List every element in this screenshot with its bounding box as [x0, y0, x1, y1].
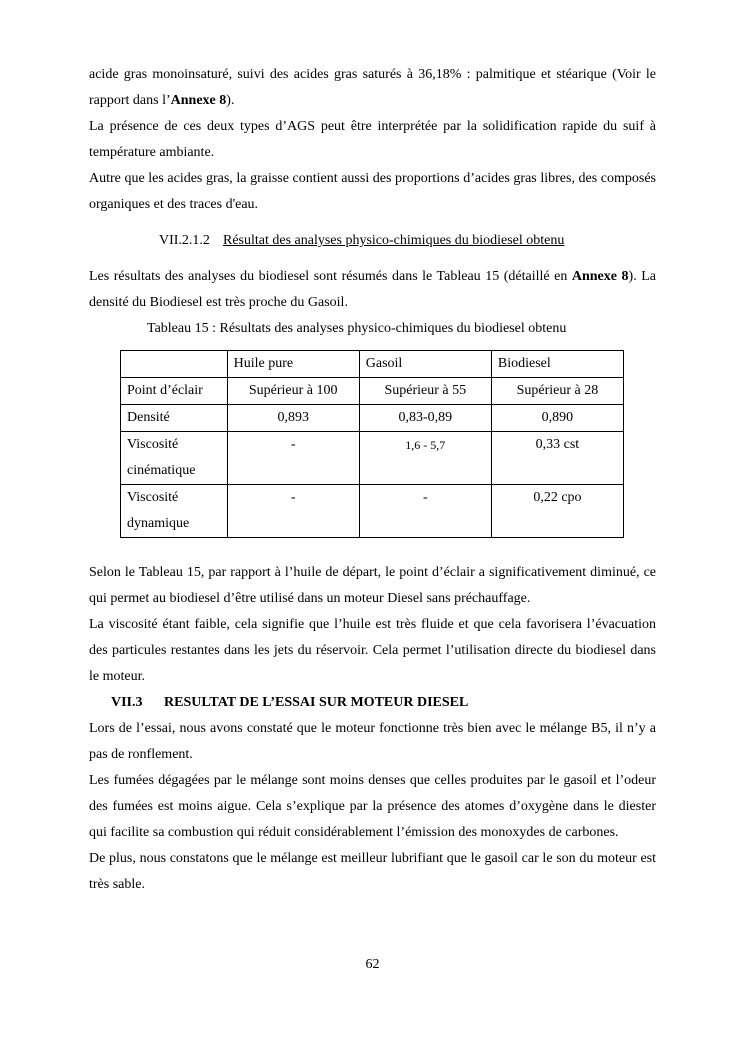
table-row: [121, 485, 624, 538]
table-cell: 0,893: [227, 405, 359, 432]
page-number: 62: [365, 957, 380, 972]
spacer: [89, 538, 656, 560]
annex-reference: Annexe 8: [571, 269, 629, 284]
paragraph-lubricant: De plus, nous constatons que le mélange est meilleur lubrifiant que le gasoil car le son du moteur est très sable.: [89, 851, 656, 892]
table-cell: 0,890: [491, 405, 623, 432]
table-cell: Supérieur à 55: [359, 378, 491, 405]
paragraph-text: Les résultats des analyses du biodiesel sont résumés dans le Tableau 15 (détaillé en: [89, 269, 572, 284]
paragraph-text: acide gras monoinsaturé, suivi des acides gras saturés à 36,18% : palmitique et stéarique (Voir le rapport dans l’: [89, 67, 656, 108]
table-caption: Tableau 15 : Résultats des analyses physico-chimiques du biodiesel obtenu: [147, 321, 567, 336]
table-header-cell: Biodiesel: [491, 351, 623, 378]
table-cell: 0,33 cst: [491, 432, 623, 485]
table-cell: Point d’éclair: [121, 378, 228, 405]
table-row: [121, 378, 624, 405]
table-header-cell: Huile pure: [227, 351, 359, 378]
annex-reference: Annexe 8: [170, 93, 227, 108]
table-header-cell: [121, 351, 228, 378]
subsection-number: VII.2.1.2: [159, 233, 210, 248]
table-header-cell: Gasoil: [359, 351, 491, 378]
section-number: VII.3: [111, 695, 143, 710]
table-row: [121, 405, 624, 432]
paragraph-viscosity: La viscosité étant faible, cela signifie que l’huile est très fluide et que cela favorisera l’évacuation des particules restantes dans les jets du réservoir. Cela permet l’utilisation directe du biodiesel dans le moteur.: [89, 617, 656, 684]
table-cell: 0,83-0,89: [359, 405, 491, 432]
table-cell: Densité: [121, 405, 228, 432]
table-cell: -: [359, 485, 491, 538]
paragraph-flash-point: Selon le Tableau 15, par rapport à l’huile de départ, le point d’éclair a significativement diminué, ce qui permet au biodiesel d’être utilisé dans un moteur Diesel sans préchauffage.: [89, 565, 656, 606]
table-cell: 0,22 cpo: [491, 485, 623, 538]
table-cell: Supérieur à 28: [491, 378, 623, 405]
paragraph-fatty-acids: [89, 62, 656, 114]
table-cell: Viscosité dynamique: [121, 485, 228, 538]
paragraph-text: ). La densité du Biodiesel est très proche du Gasoil.: [89, 269, 656, 310]
table-header-row: [121, 351, 624, 378]
paragraph-results: [89, 264, 656, 316]
table-row: [121, 432, 624, 485]
section-heading: [111, 690, 656, 716]
subsection-title: Résultat des analyses physico-chimiques du biodiesel obtenu: [223, 233, 565, 248]
paragraph-engine-test: Lors de l’essai, nous avons constaté que le moteur fonctionne très bien avec le mélange B5, il n’y a pas de ronflement.: [89, 721, 656, 762]
table-cell: -: [227, 485, 359, 538]
results-table: [120, 350, 624, 538]
table-cell: Viscosité cinématique: [121, 432, 228, 485]
table-cell: 1,6 - 5,7: [359, 432, 491, 485]
table-cell: Supérieur à 100: [227, 378, 359, 405]
subsection-heading: [159, 228, 656, 254]
paragraph-ags: La présence de ces deux types d’AGS peut être interprétée par la solidification rapide du suif à température ambiante.: [89, 119, 656, 160]
paragraph-fumes: Les fumées dégagées par le mélange sont moins denses que celles produites par le gasoil et l’odeur des fumées est moins aigue. Cela s’explique par la présence des atomes d’oxygène dans le diester qui facilite sa combustion qui réduit considérablement l’émission des monoxydes de carbones.: [89, 773, 656, 840]
document-page: [89, 62, 656, 898]
paragraph-text: ).: [226, 93, 235, 108]
paragraph-grease: Autre que les acides gras, la graisse contient aussi des proportions d’acides gras libres, des composés organiques et des traces d'eau.: [89, 171, 656, 212]
section-title: RESULTAT DE L’ESSAI SUR MOTEUR DIESEL: [164, 695, 469, 710]
table-cell: -: [227, 432, 359, 485]
